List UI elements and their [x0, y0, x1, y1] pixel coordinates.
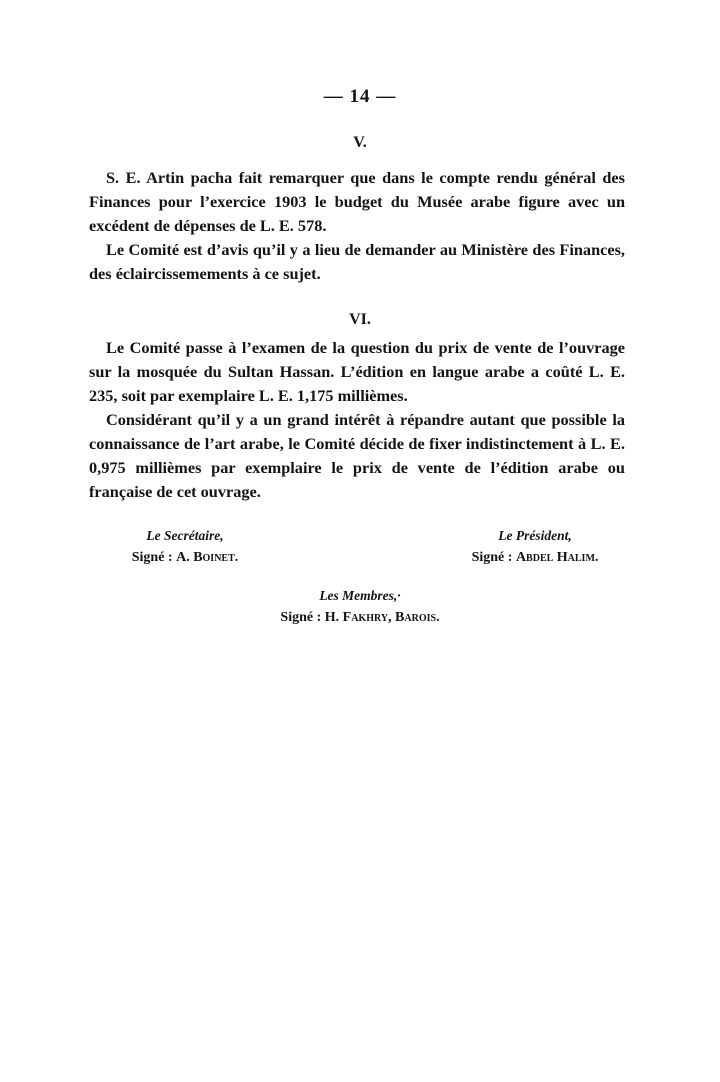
signatory-name: H. Fakhry, Barois.: [324, 610, 440, 625]
paragraph: S. E. Artin pacha fait remarquer que dans le compte rendu général des Finances pour l’exercice 1903 le budget du Musée arabe figure avec un excédent de dépenses de L. E. 578.: [89, 168, 625, 235]
signatory-name: Abdel Halim.: [515, 550, 599, 565]
signed-label: Signé :: [131, 550, 177, 565]
signature-role: Le Secrétaire,: [146, 528, 224, 543]
paragraph: Le Comité passe à l’examen de la question du prix de vente de l’ouvrage sur la mosquée du Sultan Hassan. L’édition en langue arabe a coûté L. E. 235, soit par exemplaire L. E. 1,175 millièmes.: [89, 338, 625, 405]
signature-president: [450, 525, 620, 569]
page-number: — 14 —: [323, 86, 397, 107]
paragraph: Considérant qu’il y a un grand intérêt à répandre autant que possible la connaissance de l’art arabe, le Comité décide de fixer indistinctement à L. E. 0,975 millièmes par exemplaire le prix de vente de l’édition arabe ou française de cet ouvrage.: [89, 410, 625, 501]
signature-members: [250, 585, 470, 629]
section-heading-vi: VI.: [349, 311, 371, 328]
section-heading-v: V.: [353, 134, 367, 151]
signed-label: Signé :: [471, 550, 516, 565]
signatory-name: A. Boinet.: [176, 550, 239, 565]
signature-line: [250, 607, 470, 629]
signature-role: Le Président,: [498, 528, 572, 543]
section-vi-body: [89, 336, 625, 504]
signature-secretary: [110, 525, 260, 569]
signature-role: Les Membres,·: [319, 588, 401, 603]
section-v-body: [89, 166, 625, 286]
paragraph: Le Comité est d’avis qu’il y a lieu de demander au Ministère des Finances, des éclaircissemements à ce sujet.: [89, 240, 625, 283]
signature-line: [110, 547, 260, 569]
signed-label: Signé :: [280, 610, 325, 625]
signature-line: [450, 547, 620, 569]
